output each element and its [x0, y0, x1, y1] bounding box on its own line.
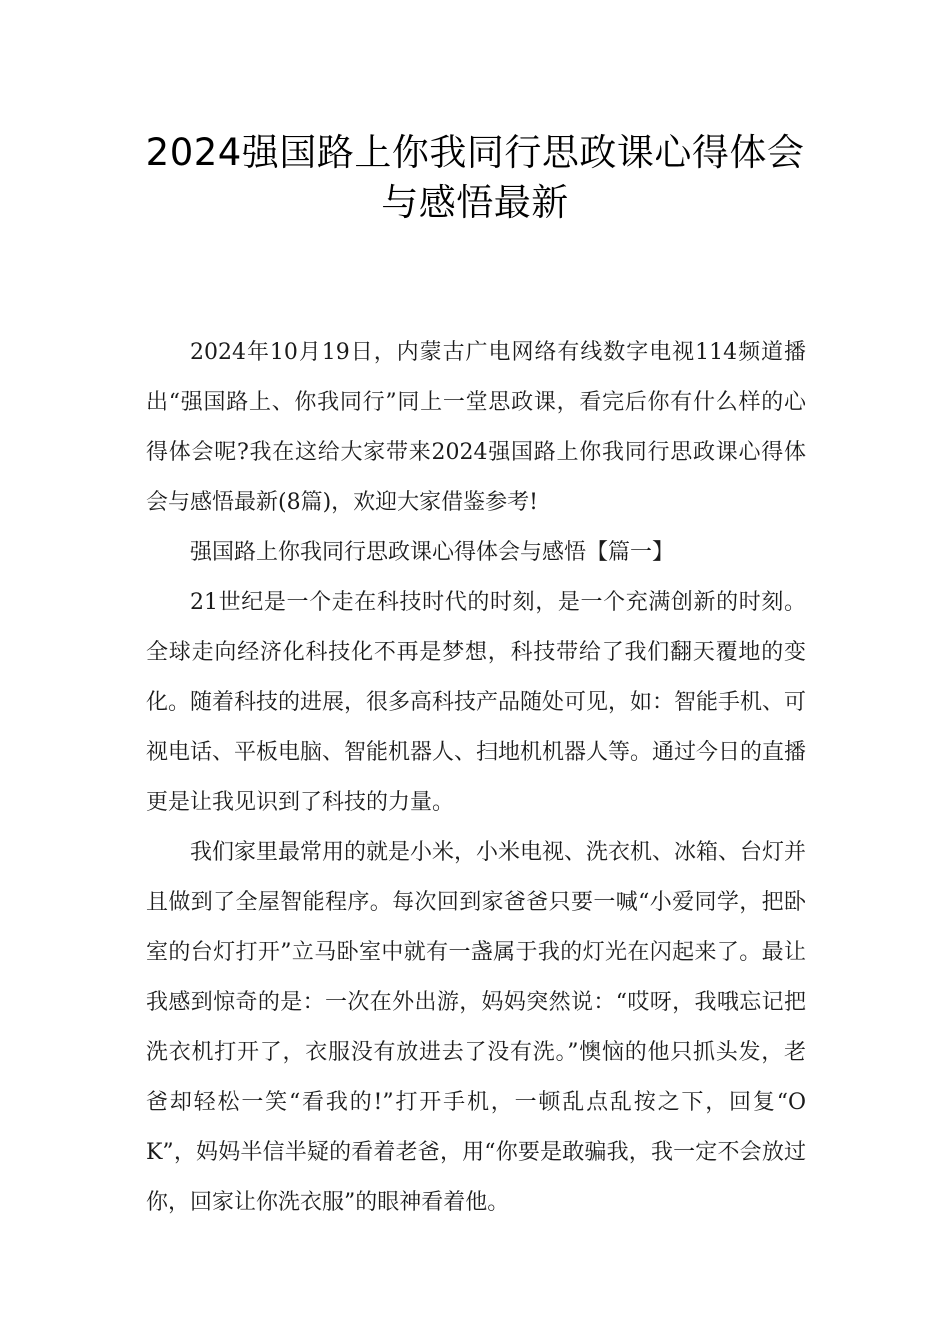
document-title-line-1: 2024强国路上你我同行思政课心得体会	[145, 131, 805, 174]
section-heading-part-one: 强国路上你我同行思政课心得体会与感悟【篇一】	[190, 540, 675, 565]
body-paragraph-technology: 21世纪是一个走在科技时代的时刻，是一个充满创新的时刻。全球走向经济化科技化不再是梦想，科技带给了我们翻天覆地的变化。随着科技的进展，很多高科技产品随处可见，如：智能手机、可视电话、平板电脑、智能机器人、扫地机机器人等。通过今日的直播更是让我见识到了科技的力量。	[146, 590, 807, 815]
document-title-line-2: 与感悟最新	[381, 181, 569, 224]
intro-paragraph: 2024年10月19日，内蒙古广电网络有线数字电视114频道播出“强国路上、你我同行”同上一堂思政课，看完后你有什么样的心得体会呢?我在这给大家带来2024强国路上你我同行思政课心得体会与感悟最新(8篇)，欢迎大家借鉴参考!	[146, 340, 806, 515]
document-title	[100, 128, 850, 228]
document-body	[146, 328, 806, 1228]
body-paragraph-smart-home: 我们家里最常用的就是小米，小米电视、洗衣机、冰箱、台灯并且做到了全屋智能程序。每次回到家爸爸只要一喊“小爱同学，把卧室的台灯打开”立马卧室中就有一盏属于我的灯光在闪起来了。最让我感到惊奇的是：一次在外出游，妈妈突然说：“哎呀，我哦忘记把洗衣机打开了，衣服没有放进去了没有洗。”懊恼的他只抓头发，老爸却轻松一笑“看我的!”打开手机，一顿乱点乱按之下，回复“OK”，妈妈半信半疑的看着老爸，用“你要是敢骗我，我一定不会放过你，回家让你洗衣服”的眼神看着他。	[146, 840, 807, 1215]
